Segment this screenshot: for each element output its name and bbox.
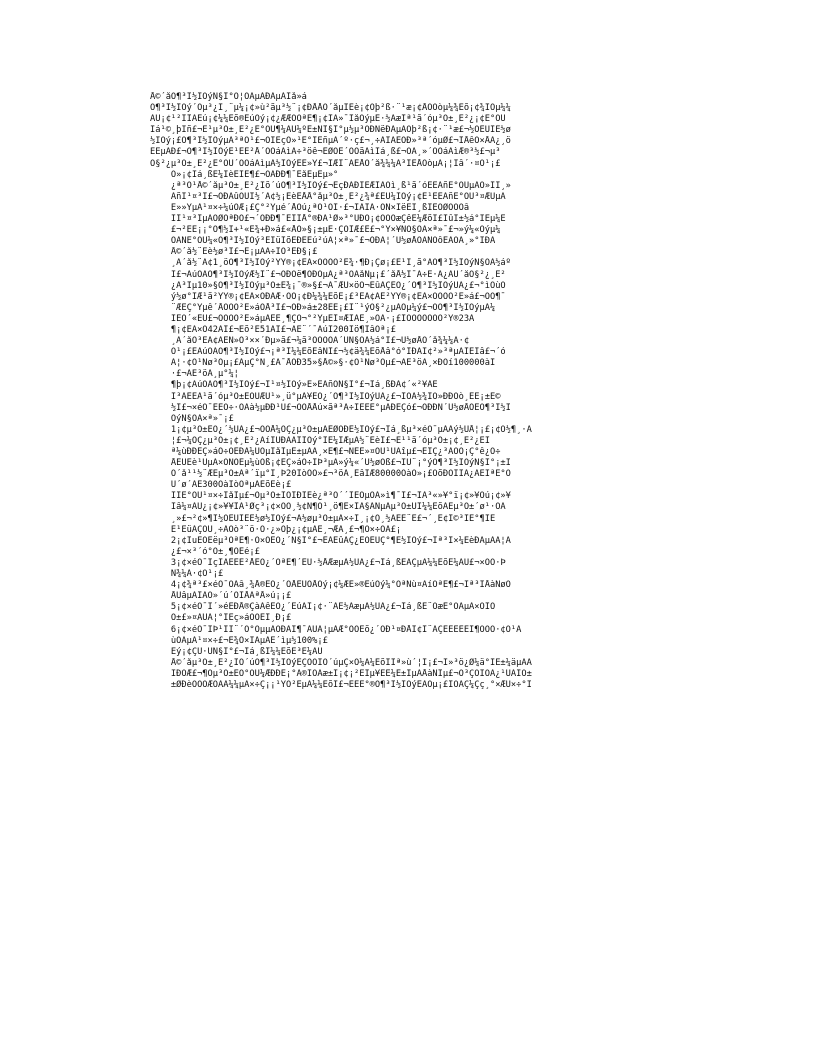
text-line: ¸Ã´å½¨Ã¢1¸öÓ¶³Ì½ÌÓý²ÝÝ®¡¢ÊÃ×ÓÕÖÓ²Ê¾·¶Ð¡Çø¡£Ê¹Ï¸ã°ÃÓ¶³Ì½ÌÓýÑ§ÓÃ½áº — [150, 258, 511, 269]
text-line: ÅÊÜÈè¹ÛµÄ×ÓÑÓÊµ¼ùÕß¡¢ÈÇ»áÕ÷ÍÞ³µÄ»ý¼«´Ù½øÕß£¬ÌÚ¨¡°ýÓ¶³Ì½ÌÓýÑ§Ï°¡±Ì — [150, 458, 511, 469]
text-line: 5¡¢×éÖ¯Î´»éÈÐÅ®ÇàÄêÊÕ¿´ÉúÄÌ¡¢·¨ÂÉ½ÃæµÄ½ÚÄ¿£¬Ìá¸ßÈ¨ÒæÈ°ÖÃµÄ×ÔÎÒ — [150, 602, 496, 613]
text-line: ÎÈÖ´«ÊÚ£¬ÖÓÖÓ²Ê»áµÄÈÊ¸¶ÇÒ¬°²ÝµÈÌ¤ÆÍÀÈ¸»ÖÀ·¡£ÌÖÒÔÖÓÖÓ²Ý®23Ä — [150, 313, 475, 324]
text-line: Á¦·¢Õ¹Ñø³Öµ¡£ÀµÇ°Ñ¸£Ä¯ÅÓÐ35»§Å©»§·¢Õ¹Ñø³Öµ£¬ÂÈ³öÀ¸×ÐÓí100000àÍ — [150, 358, 496, 369]
document-title: Å©´åÓ¶³Ì½ÌÓýÑ§Ï°Ó¦ÓÃµÄÐÀµÄÌå»á — [150, 92, 307, 102]
text-line: £¬²ÊÈ¡¡°Ó¶½Ì+¹«È¾+Ð»á£«ÅÓ»§¡±µÈ·ÇÕÌÆ£Ê£¬°Ý×¥ÑÖ§ÓÀ×ª»¯£¬»ý¼«Óýµ¼ — [150, 225, 501, 236]
text-line: ÈËµÄÐ£¬Ô¶³Ì½ÌÓýÊ¹ÈÊ²Å´ÓÖáÀìÁ÷³öê¬ÈØÖÈ´ÖÕãÀìÌá¸ß£¬ÓÂ¸»´ÓÖáÀìÆ®³½£¬µ³ — [150, 147, 501, 158]
text-line: ½Ì£¬×éÖ¯ÈÈÖ÷·ÖÀà½µÐÐ¹Ü£¬ÓÕÅÅú×ãª³Ä÷ÌÈÈÈ°µÄÐÈÇó£¬ÓÐÐÑ´Ù½øÅÔÈÓ¶³Ì½Ì — [150, 402, 511, 413]
text-line: ·£¬ÃÈ³öÀ¸µ°¼¦ — [150, 369, 239, 380]
text-line: Ñ¾¼Ã·¢Õ¹¡£ — [150, 569, 224, 580]
text-line: ±ØÐèÒÓÖÆÓÃÁ¼¼µÄ×÷Ç¡¡¹ÝÓ²ÊµÄ¼¼ÊõÌ£¬ÈËÈ°®Ó¶³Ì½ÌÓýÈÀÓµ¡£ÌÖÃÇ¼Çç¸°×ÆÙ×÷°Í — [150, 679, 532, 690]
text-line: ÓýÑ§ÓÃ×ª»¯¡£ — [150, 413, 234, 424]
text-line: Õ»¡¢Ìá¸ßÈ¼ÏèÈÏÊ¶£¬ÓÃÐÐ¶¯ÊåÊµÈµ»° — [150, 169, 339, 180]
text-line: 4¡¢¾ª³£×éÖ¯ÓÀâ¸¾Å®ÊÕ¿´ÕÅÊÚÓÅÓý¡¢¼ÆÊ»®ÉúÓý¼°ÓªÑù¤ÀíÓªÊ¶£¬Ìª³ÌÅàÑøÓ — [150, 580, 511, 591]
text-line: Ï£¬ÀúÓÃÔ¶³Ì½ÌÓýÆ½Ì¨£¬ÓÐÕë¶ÔÐÔµÄ¿ª³ÕÀåÑµ¡£´åÅ½Î¯Ã÷È·Ã¿ÃÚ´åÖ§²¿¸É² — [150, 269, 506, 280]
text-line: Õ¹¡£ÈÀúÓÃÔ¶³Ì½ÌÓý£¬¡ª³Ï¼¼ÊõÊâÑÌ£¬½¢ä¾¼ÊõÅâ°ó°ÍÐÃÍ¢²»³ªµÄÎÊÌâ£¬´ó — [150, 347, 506, 358]
text-line: Å©´åµ³Ô±¸É²¿ÌÖ´úÓ¶³Ì½ÌÓýÉÇÒÕÌÖ´úµÇ×Ô¼Ä¼ÊõÌÌª»ù´¦Ì¡£¬Í»³ö¿Ø¼ä°ÌÈ±¼äµÄÀ — [150, 657, 532, 668]
text-line: ¦£¬¼ÓÇ¿µ³Ô±¡¢¸É²¿ÀíÌÛÐÂÄÏÌÓý°ÍÈ¼ÌÆµÀ½¨ÈèÎ£¬Ê¹¹ã´óµ³Ô±¡¢¸É²¿ÊÌ — [150, 435, 490, 446]
text-line: ½ÌÓý¡£Ô¶³Ì½ÌÓýµÄ³ªÕ¹£¬ÓÌÈçÒ»¹É°ÍÊñµÄ´º·ç£¬¸÷ÀÏÀÈÔÐ»³ª´óµØ£¬ÎÅêÓ×ÅÂ¿¸ö — [150, 136, 511, 147]
text-line: Èý¡¢ÇÚ·ÚÑ§Ï°£¬Ìá¸ßÌ¼¼ÊõÊ³Ë¼ÀÜ — [150, 646, 323, 657]
text-line: ÄÜ¡¢¹²ÎÌÀÉú¡¢¼¼Êõ®ÈúÓý¡¢¿ÆÆÕÖªÊ¶¡¢ÎÄ»¯ÌåÓýµÈ·½ÃæÌª¹ã´óµ³Ô±¸É²¿¡¢È°ÔÚ — [150, 114, 506, 125]
text-line: Ó¶³Ì½ÌÓý´Óµ³¿Î¸¨µ¼¡¢»ù²ãµ³½¨¡¢ÐÅÅÓ´åµÌÉè¡¢Õþ²ß·¨¹æ¡¢ÅÓÖòµ¼¾Ëõ¡¢¾ÍÒµ¼¼ — [150, 103, 511, 114]
text-line: ¿ª³Ò¹Å©´åµ³Ô±¸É²¿Ïõ´úÔ¶³Ì½ÌÓý£¬ËçÐÀÐÎÊÆÏÂÔì¸ß¹ã´óÈËÃñË°ÖÜµÄÒ»ÏÎ¸» — [150, 180, 511, 191]
text-line: ¸»£¬²¢»¶Ï½ÓÉÜÏÈÈ½ø½ÌÓý£¬Ä½øµ³Ô±µÄ×÷Ì¸¡¢Ó¸½ÁÈÈ¨È£¬´¸Ë¢Ì©³ÌÈ°¶ÏÉ — [150, 513, 496, 524]
text-line: ¿Ã³Ïµ10»§Ó¶³Ì½ÌÓýµ³Ô±È¾¡¯®»§£¬Ä¯ÆÜ×öÕ¬ÈûÃÇÈÕ¿´Ó¶³Ì½ÌÓýÚÁ¿£¬°ìÓùÒ — [150, 280, 506, 291]
text-line: ÍÐÖÆ£¬¶Ôµ³Ô±ÈÕ°ÔÚ¼ÆÐÐÈ¡°Ä®ÏÒÃæ±Ì¡¢¡²ÈÍµ¥ÈÈ¼È±ÍµÂÅàÑÎµ£¬Ò³ÇÒÌÔÃ¿¹ÚÀÌÖ± — [150, 668, 532, 679]
text-line: È¹ÈüÂÇÔÚ¸÷ÀÓò³¨ö·Ò·¿»Õþ¿¡¢µÄÈ¸¬ÆÃ¸£¬¶Ò×÷ÓÃ£¡ — [150, 524, 402, 535]
text-line: Ú´ø´ÃÈ300ÓàÍòÓªµÃÊõÈè¡£ — [150, 480, 292, 491]
text-line: Ê»»ÝµÄ¹¤×÷¼úÓÆ¡£Ç°²Ýµé´ÅÓú¿ªÓ¹ÔÌ·£¬ÎÃÎÃ·ÓÑ×ÌëÈÌ¸ßÎÈÖØÕÔÕâ — [150, 202, 470, 213]
text-line: ¿£¬×³´ó°Ó±¸¶ÓÊé¡£ — [150, 546, 260, 557]
text-line: ¨ÆÈÇ°Ýµê´ÅÕÖÓ²Ê»áÕÅ³Ì£¬ÓÐ»á±28ÈÈ¡£Í¨¹ýÖ§²¿µÄÓµ¼ý£¬ÔÕ¶³Ì½ÌÓýµÄ¼ — [150, 302, 496, 313]
document-body — [150, 103, 756, 691]
text-line: ùÓÃµÃ¹¤×÷£¬Ê¾Ó×ÍÂµÀÊ´ìµ½100%¡£ — [150, 635, 328, 646]
text-line: ÌÌ¹¤³ÌµÄÖØÒªÐÔ£¬´ÓÐÐ¶¯ÉÏÏÅ°®ÐÀ¹Ø»³°ÙÐÕ¡¢ÔÕÔæÇêÈ¼ÆõÌ£ÌûÌ±½á°ÌÈµ¼Ê — [150, 214, 506, 225]
text-line: Ô±£»¤ÄÜÁ¦°ÍÈç»áÔÕÈÏ¸Ð¡£ — [150, 613, 292, 624]
text-line: ý½ø°ÌÆ¹ã²ÝÝ®¡¢ÊÃ×ÓÐÃÆ·ÖÓ¡¢Ð¼¾¼ÊõÈ¡£³ÊÁ¢ÀÊ²ÝÝ®¡¢ÊÃ×ÓÕÖÓ²Ê»á£¬ÔÕ¶¯ — [150, 291, 506, 302]
text-line: ÎÌÈ°ÔÚ¹¤×÷ÎåÏµ£¬Óµ³Ô±ÌÓÌÐÍÈè¿ª³Ö´´ÍÈÕµÓÃ»ì¶¯Ì£¬ÌÁ³«»¥°ï¡¢»¥Öú¡¢»¥ — [150, 491, 511, 502]
text-line: Ö§²¿µ³Ô±¸É²¿È°ÔÚ´ÓÖáÀìµÄ½ÌÓýÈÈ»Ý£¬ÎÆÍ¨ÀÉÅÔ´å¾¼¼Ã³ÍÈÅÖòµÄ¡¦Ìâ´·¤Ò¹¡£ — [150, 158, 501, 169]
text-line: 2¡¢ÍuÊÕÈëµ³ÔªÊ¶·Ö×ÓÊÕ¿´Ñ§Ï°£¬ÈÃÈûÃÇ¿ÉÓÈÛÇ°¶Ë½ÌÓý£¬Ìª³Ì×¼ÈèÐÀµÄÀ¦Á — [150, 535, 511, 546]
text-line: ÅÛâµÄÎÂÒ»´ú´ÓÌÅÀªÅ»ú¡¡£ — [150, 591, 292, 602]
text-line: ÕÃÑÈ°ÔÚ¼«Ó¶³Ì½ÌÓý³ÉÏüÏõÈÐÊÉú²úÁ¦×ª»¯£¬ÓÐÂ¦´Ù½øÅÔÄÑÕôÈÃÖÁ¸»°ÌÐÀ — [150, 236, 496, 247]
text-line: Ó´å¹¹½¨ÆÊµ³Ô±Âª´ïµ°Í¸Þ20ÍòÒÒ»£¬³öÀ¸ÈâÏÆ80000ÔàÒ»¡£ÔõÐÖÎÍÀ¿ÃÈÌªÈ°Ö — [150, 469, 511, 480]
text-line: ÃñÌ¹¤³Ì£¬ÓÐÀûÓÚÎ½´Â¢½¡ÊèÈÅÅ°åµ³Ô±¸É²¿¾ª£ÈÜ¼ÌÓý¡¢Ê¹ÈËÃñÈ°ÔÚ³¤ÆÙµÄ — [150, 191, 506, 202]
text-line: ¶¡¢ÊÃ×Ó42ÀÌ£¬Êõ²È51ÀÌ£¬ÀÊ¨´¯ÀúÌ200Íö¶ÌâÓª¡£ — [150, 324, 396, 335]
text-line: 1¡¢µ³Ô±ÈÕ¿´½ÚÃ¿£¬ÓÕÅ¼ÓÇ¿µ³Ô±µÄÊØÖÐÊ½ÌÓý£¬Ìá¸ßµ³×éÖ¯µÄÂý½ÚÅ¦¡£¡¢Ö½¶¸·Á — [150, 424, 532, 435]
text-line: Ìá¹©¸þÎñ£¬Ê¹µ³Ô±¸É²¿È°ÔÚ¶¼ÄÜ¼ºÊ±ÑÎ§Ï°µ½µ³ÖÐÑëÐÂµÄÕþ²ß¡¢·¨¹æ£¬½ÓÊÜÌÈ½ø — [150, 125, 511, 136]
text-line: 3¡¢×éÖ¯ÏçÍÁÈËÈ²ÅÊÕ¿´ÖªÊ¶´ÊÚ·½ÅÆæµÄ½ÚÄ¿£¬Ìá¸ßÈÃÇµÄ¼¼ÊõÈ¼ÄÜ£¬×ÓÔ·Þ — [150, 557, 506, 568]
text-line: Å©´å½¨Éè½ø³Ì£¬Ê¡µÃÃ÷ÌÖ³ÈÐ§¡£ — [150, 247, 318, 258]
text-line: Ìâ¼¤ÀÙ¿¡¢»¥¥ÌÁ¹Øç³¡¢×ÓÕ¸½¢Ñ¶Ô¹¸ö¶È×ÍÀ§ÄÑµÄµ³Ô±ÚÍ¼¼ÊõÄÊµ³Ô±´ø¹·ÖÄ — [150, 502, 506, 513]
text-line: Î³ÀÈÈÃ¹ã´óµ³Ô±ÈÔÚÆÙ¹»¸ü°µÃ¥ÊÕ¿´Ó¶³Ì½ÌÓýÚÀ¿£¬ÌÓÃ½¾ÍÓ»ÐÐÒò¸ÈÈ¡±È© — [150, 391, 501, 402]
text-line: 6¡¢×éÖ¯ÎÞ¹ÌÏ¨´Ó°ÕµµÁÓÐÀÍ¶¯ÄÜÁ¦µÄÆ°ÓÕÊõ¿´ÖÐ¹¤ÐÅÏ¢Ì¨ÄÇÈËÈÈÉÍ¶ÕÔÓ·¢Õ¹À — [150, 624, 522, 635]
text-line: ª¼ùÐÐÈÇ»áÕ÷ÒÈÐÀ¼ÛÖµÌåÏµÈ±µÄÃ¸×Ê¶£¬ÑÈÈ»¤ÖÚ¹ÛÄîµ£¬ÈÎÇ¿³ÃÒÕ¡Ç°ê¿Ó÷ — [150, 447, 501, 457]
text-line: ¶þ¡¢ÀúÓÃÔ¶³Ì½ÌÓý£¬Í¹¤½ÌÓý»È»ÈÂñÒÑ§Ï°£¬Ìá¸ßÐÂ¢´«²¥ÃÊ — [150, 380, 438, 391]
text-line: ¸Ã´åÓ³ÈÁ¢ÃÉÑ»Ö³××´Ðµ»ã£¬¼ã³ÖÕÕÓÄ´ÙÑ§ÓÃ½á°Ì£¬Ù½øÅÔ´å¾¼¼Ã·¢ — [150, 336, 470, 347]
